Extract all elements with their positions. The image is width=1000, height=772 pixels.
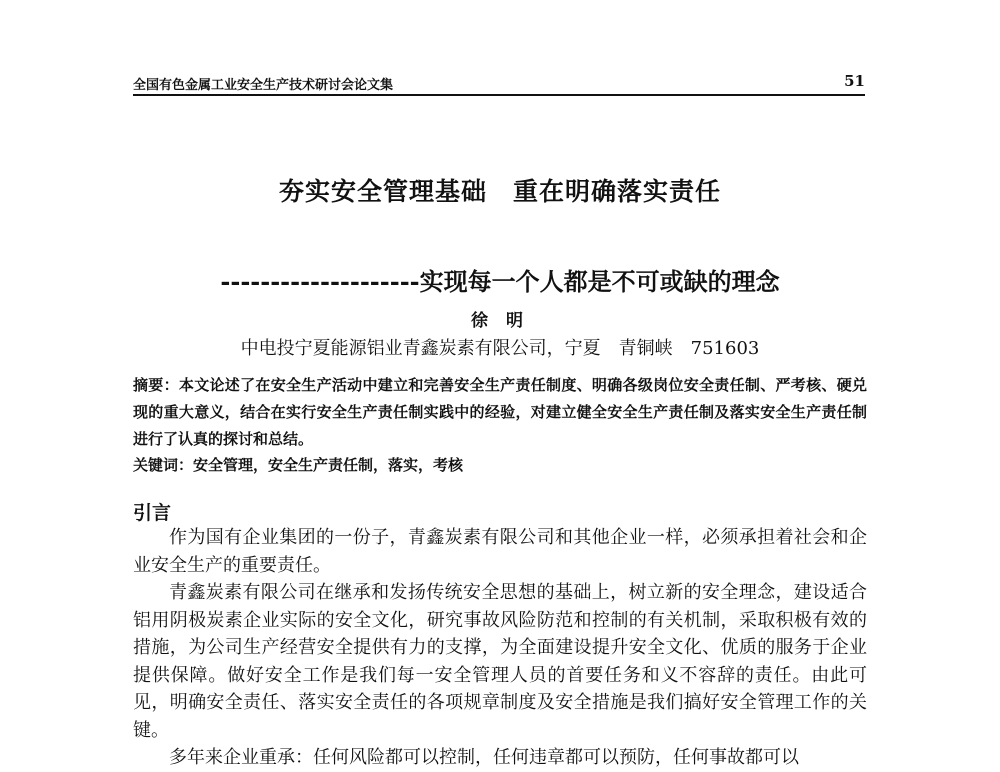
- paper-subtitle: --------------------实现每一个人都是不可或缺的理念: [220, 267, 780, 296]
- body-paragraph-2: 青鑫炭素有限公司在继承和发扬传统安全思想的基础上，树立新的安全理念，建设适合铝用阴极炭素企业实际的安全文化，研究事故风险防范和控制的有关机制，采取积极有效的措施，为公司生产经营安全提供有力的支撑，为全面建设提升安全文化、优质的服务于企业提供保障。做好安全工作是我们每一安全管理人员的首要任务和义不容辞的责任。由此可见，明确安全责任、落实安全责任的各项规章制度及安全措施是我们搞好安全管理工作的关键。: [133, 582, 867, 741]
- keywords-text: 安全管理，安全生产责任制，落实，考核: [193, 456, 464, 474]
- section-body: [133, 524, 867, 772]
- keywords-label: 关键词：: [133, 456, 194, 474]
- header-rule: [133, 94, 865, 96]
- paper-title: 夯实安全管理基础 重在明确落实责任: [278, 177, 721, 206]
- keywords: [133, 454, 867, 475]
- journal-title: 全国有色金属工业安全生产技术研讨会论文集: [133, 78, 394, 93]
- abstract-label: 摘要：: [133, 376, 179, 394]
- section-heading: 引言: [133, 502, 172, 524]
- body-paragraph-1: 作为国有企业集团的一份子，青鑫炭素有限公司和其他企业一样，必须承担着社会和企业安全生产的重要责任。: [133, 527, 867, 576]
- author-affiliation: 中电投宁夏能源铝业青鑫炭素有限公司，宁夏 青铜峡 751603: [240, 338, 760, 359]
- abstract-text: 本文论述了在安全生产活动中建立和完善安全生产责任制度、明确各级岗位安全责任制、严考核、硬兑现的重大意义，结合在实行安全生产责任制实践中的经验，对建立健全安全生产责任制及落实安全生产责任制进行了认真的探讨和总结。: [133, 376, 867, 448]
- abstract: [133, 372, 867, 453]
- author-name: 徐 明: [471, 311, 529, 331]
- page-number: 51: [844, 72, 865, 90]
- body-paragraph-3: 多年来企业重承：任何风险都可以控制，任何违章都可以预防，任何事故都可以: [169, 747, 799, 768]
- running-header: [133, 74, 865, 93]
